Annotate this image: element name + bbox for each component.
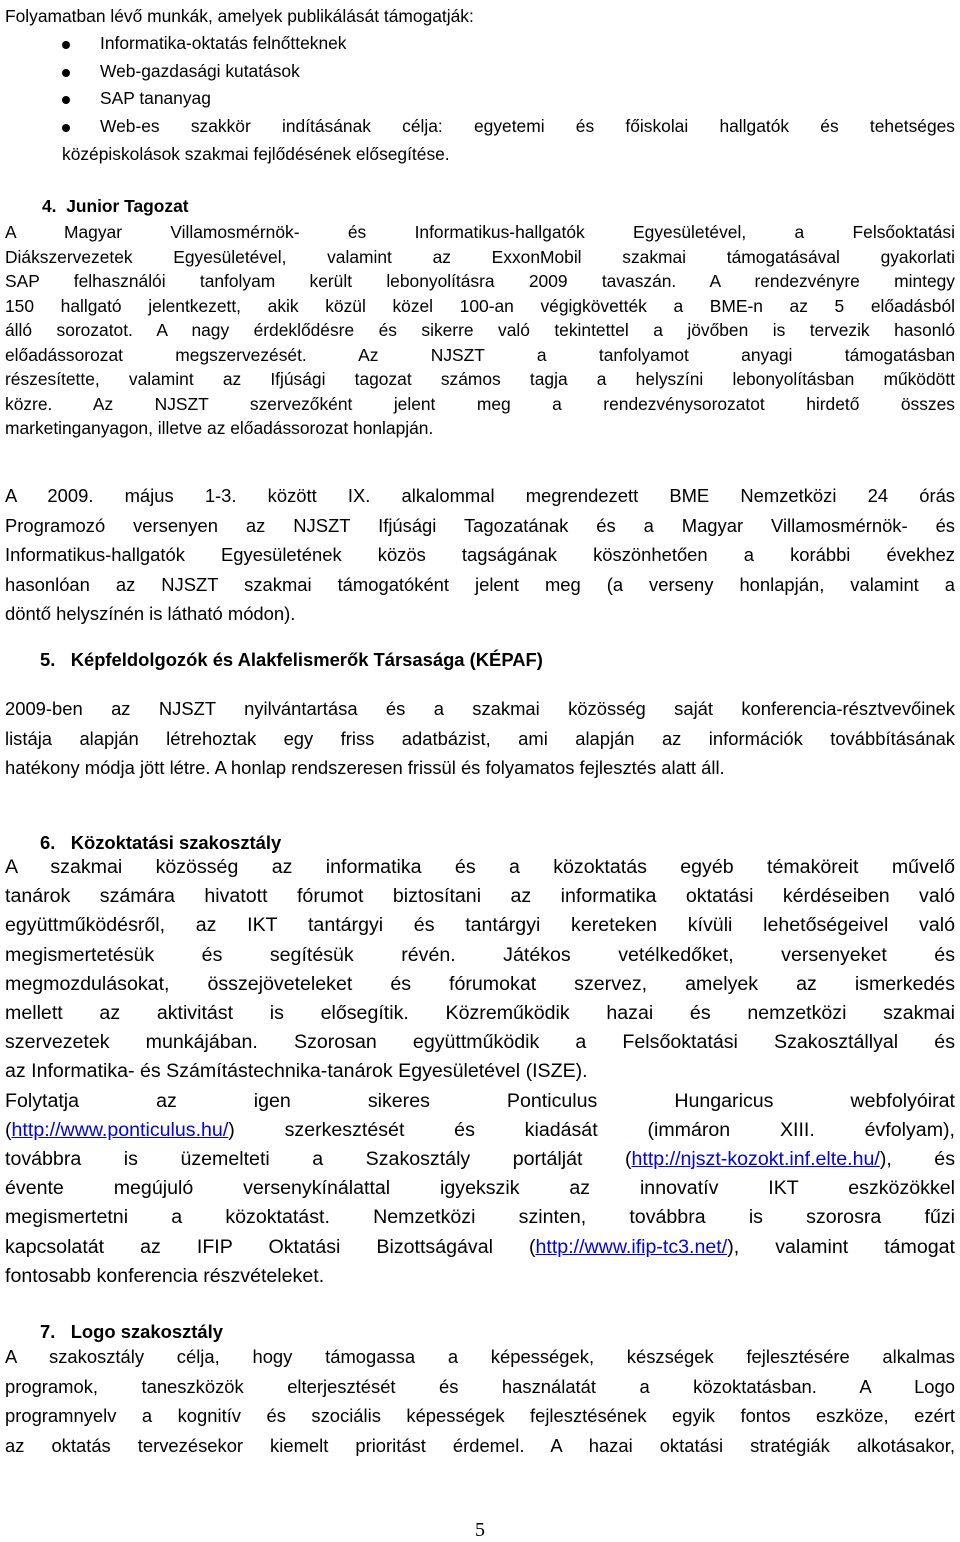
text-line: mellett az aktivitást is elősegítik. Közreműködik hazai és nemzetközi szakmai: [5, 1002, 955, 1025]
text-line: szervezetek munkájában. Szorosan együttműködik a Felsőoktatási Szakosztállyal és: [5, 1031, 955, 1054]
text-line: tanárok számára hivatott fórumot biztosítani az informatika oktatási kérdéseiben való: [5, 885, 955, 908]
text-line: A szakosztály célja, hogy támogassa a képességek, készségek fejlesztésére alkalmas: [5, 1346, 955, 1367]
text-line: az oktatás tervezésekor kiemelt prioritást érdemel. A hazai oktatási stratégiák alkotásakor,: [5, 1434, 955, 1456]
text-line: Informatikus-hallgatók Egyesületének közös tagságának köszönhetően a korábbi évekhez: [5, 544, 955, 565]
bullet-icon: [62, 69, 70, 77]
section-4-paragraph: [5, 220, 955, 441]
text-line: kapcsolatát az IFIP Oktatási Bizottságával (http://www.ifip-tc3.net/), valamint támogat: [5, 1235, 955, 1258]
section-heading-5: [40, 645, 543, 675]
bullet-icon: [62, 41, 70, 49]
section-number: 6.: [40, 832, 56, 853]
text-line: az Informatika- és Számítástechnika-tanárok Egyesületével (ISZE).: [5, 1060, 588, 1083]
ponticulus-link[interactable]: http://www.ponticulus.hu/: [11, 1118, 229, 1141]
list-item: SAP tananyag: [100, 86, 211, 111]
text-line: SAP felhasználói tanfolyam került lebonyolításra 2009 tavaszán. A rendezvényre mintegy: [5, 271, 955, 291]
section-number: 4.: [42, 196, 57, 216]
section-7-paragraph: [5, 1342, 955, 1460]
section-title: Logo szakosztály: [70, 1321, 223, 1342]
section-number: 7.: [40, 1321, 56, 1342]
text-line: évente megújuló versenykínálattal igyekszik az innovatív IKT eszközökkel: [5, 1177, 955, 1200]
page-number: 5: [475, 1519, 485, 1541]
list-item: Web-gazdasági kutatások: [100, 59, 300, 84]
text-line: Folytatja az igen sikeres Ponticulus Hungaricus webfolyóirat: [5, 1089, 955, 1112]
section-title: Junior Tagozat: [66, 196, 189, 216]
text-line: döntő helyszínén is látható módon).: [5, 603, 296, 624]
text-line: A Magyar Villamosmérnök- és Informatikus-hallgatók Egyesületével, a Felsőoktatási: [5, 222, 955, 242]
text-line: listája alapján létrehoztak egy friss adatbázist, ami alapján az információk továbbításának: [5, 727, 955, 749]
njszt-kozokt-link[interactable]: http://njszt-kozokt.inf.elte.hu/: [631, 1148, 880, 1171]
text-line: 150 hallgató jelentkezett, akik közül közel 100-an végigkövették a BME-n az 5 előadásból: [5, 295, 955, 316]
bullet-icon: [62, 96, 70, 104]
text-line: 2009-ben az NJSZT nyilvántartása és a szakmai közösség saját konferencia-résztvevőinek: [5, 698, 955, 719]
text-line: fontosabb konferencia részvételeket.: [5, 1264, 325, 1287]
ifip-tc3-link[interactable]: http://www.ifip-tc3.net/: [535, 1235, 728, 1258]
text-line: megismertetni a közoktatást. Nemzetközi szinten, továbbra is szorosra fűzi: [5, 1206, 955, 1229]
text-line: hatékony módja jött létre. A honlap rendszeresen frissül és folyamatos fejlesztés alatt áll.: [5, 757, 725, 778]
text-line: részesítette, valamint az Ifjúsági tagozat számos tagja a helyszíni lebonyolításban működött: [5, 369, 955, 389]
section-title: Közoktatási szakosztály: [70, 832, 282, 853]
text-line: álló sorozatot. A nagy érdeklődésre és sikerre való tekintettel a jövőben is tervezik hasonló: [5, 320, 955, 340]
section-4-paragraph-2: [5, 481, 955, 629]
list-item: Web-es szakkör indításának célja: egyetemi és főiskolai hallgatók és tehetséges: [100, 114, 955, 139]
intro-line: Folyamatban lévő munkák, amelyek publikálását támogatják:: [5, 6, 474, 26]
text-line: hasonlóan az NJSZT szakmai támogatóként jelent meg (a verseny honlapján, valamint a: [5, 573, 955, 595]
text-line: programnyelv a kognitív és szociális képességek fejlesztésének egyik fontos eszköze, ezért: [5, 1405, 955, 1426]
section-heading-4: [42, 194, 189, 219]
text-line: A szakmai közösség az informatika és a közoktatás egyéb témaköreit művelő: [5, 856, 955, 878]
section-title: Képfeldolgozók és Alakfelismerők Társasága (KÉPAF): [70, 649, 543, 670]
section-number: 5.: [40, 649, 56, 670]
section-5-paragraph: [5, 694, 955, 783]
list-item: Informatika-oktatás felnőtteknek: [100, 31, 347, 56]
section-6-paragraph: [5, 853, 955, 1291]
text-line: megismertetésük és segítésük révén. Játékos vetélkedőket, versenyeket és: [5, 943, 955, 966]
text-line: programok, taneszközök elterjesztését és használatát a közoktatásban. A Logo: [5, 1375, 955, 1397]
text-line: Diákszervezetek Egyesületével, valamint az ExxonMobil szakmai támogatásával gyakorlati: [5, 246, 955, 267]
text-line: A 2009. május 1-3. között IX. alkalommal megrendezett BME Nemzetközi 24 órás: [5, 485, 955, 506]
text-line: továbbra is üzemelteti a Szakosztály portálját (http://njszt-kozokt.inf.elte.hu/), és: [5, 1148, 955, 1171]
text-line: előadássorozat megszervezését. Az NJSZT a tanfolyamot anyagi támogatásban: [5, 344, 955, 365]
text-line: együttműködésről, az IKT tantárgyi és tantárgyi kereteken kívüli lehetőségeivel való: [5, 914, 955, 937]
text-line: marketinganyagon, illetve az előadássorozat honlapján.: [5, 418, 434, 438]
text-line: Programozó versenyen az NJSZT Ifjúsági Tagozatának és a Magyar Villamosmérnök- és: [5, 514, 955, 536]
text-line: megmozdulásokat, összejöveteleket és fórumokat szervez, amelyek az ismerkedés: [5, 972, 955, 995]
text-line: (http://www.ponticulus.hu/) szerkesztését és kiadását (immáron XIII. évfolyam),: [5, 1118, 955, 1141]
bullet-icon: [62, 124, 70, 132]
list-item-continuation: középiskolások szakmai fejlődésének elősegítése.: [62, 144, 450, 164]
text-line: közre. Az NJSZT szervezőként jelent meg a rendezvénysorozatot hirdető összes: [5, 393, 955, 414]
